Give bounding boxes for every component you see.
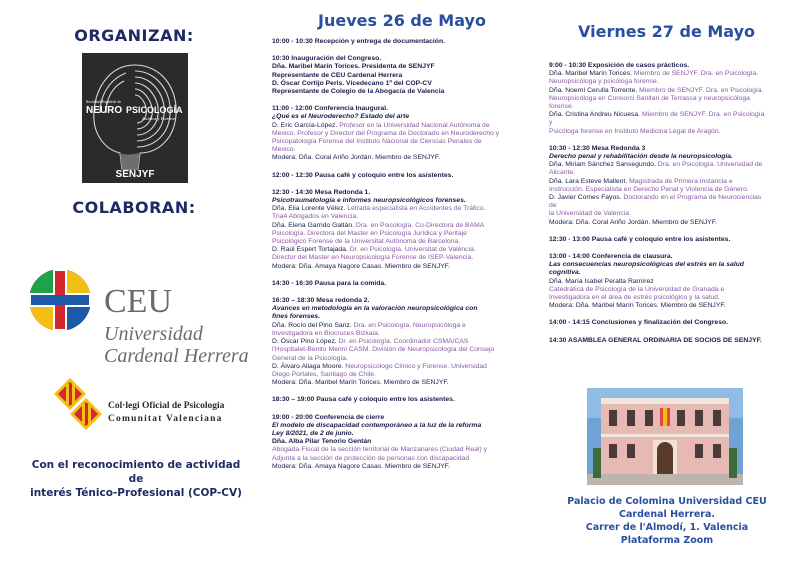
speaker-desc: Miembro de SENJYF. Dra. en Psicología. bbox=[637, 86, 764, 94]
ceu-logo bbox=[24, 262, 254, 366]
ceu-emblem-icon bbox=[29, 269, 91, 331]
ceu-line1: Universidad bbox=[104, 323, 203, 345]
speaker-desc: Miembro de SENJYF. Dra. en Psicología y bbox=[549, 111, 765, 127]
session bbox=[272, 55, 527, 96]
speaker-desc: Dra. en Psicología. Co-Directora de BAMA bbox=[353, 221, 485, 229]
session: 12:00 - 12:30 Pausa café y coloquio entre los asistentes. bbox=[272, 171, 454, 179]
speaker-name: D. Álvaro Aliaga Moore. bbox=[272, 362, 344, 370]
session-title: 12:30 - 14:30 Mesa Redonda 1. bbox=[272, 188, 371, 196]
organizers-heading: ORGANIZAN: bbox=[74, 26, 194, 45]
venue-line: Cardenal Herrera. bbox=[619, 509, 715, 520]
session-subtitle: Psicotraumatología e informes neuropsicológicos forenses. bbox=[272, 197, 466, 205]
senjyf-logo bbox=[82, 53, 188, 183]
speaker-desc: l'Hospitalet-Benito Menni CASM. División de Neuropsicología del Consejo bbox=[272, 346, 495, 354]
palacio-colomina-photo bbox=[587, 388, 743, 485]
session: 14:00 - 14:15 Conclusiones y finalización del Congreso. bbox=[549, 319, 729, 327]
speaker-desc: Letrada especialista en Accidentes de Tráfico. bbox=[345, 205, 486, 213]
speaker-name: Dña. Rocío del Pino Sanz. bbox=[272, 321, 352, 329]
session-subtitle: Derecho penal y rehabilitación desde la neuropsicología. bbox=[549, 153, 733, 161]
speaker-desc: Abogada-Fiscal de la sección territorial de Manzanares (Ciudad Real) y bbox=[272, 446, 487, 454]
speaker-name: D. Raúl Espert Tortajada. bbox=[272, 246, 348, 254]
moderator: Modera: Dña. Amaya Nagore Casas. Miembro de SENJYF. bbox=[272, 262, 450, 270]
venue-line: Carrer de l'Almodí, 1. Valencia bbox=[585, 522, 749, 533]
session bbox=[272, 189, 527, 271]
speaker-desc: forense. bbox=[549, 103, 574, 111]
speaker-desc: Magistrada de Primera Instancia e bbox=[627, 177, 733, 185]
speaker-desc: México. bbox=[272, 146, 296, 154]
cop-emblem-icon bbox=[54, 378, 102, 430]
speaker-desc: Dra. en Psicología. Neuropsicóloga e bbox=[351, 321, 466, 329]
speaker-name: D. Javier Comes Fayos. bbox=[549, 194, 622, 202]
session bbox=[272, 414, 527, 471]
speaker-name: Dña. Noemí Cerulla Torrente. bbox=[549, 86, 638, 94]
session: 18:30 – 19:00 Pausa café y coloquio entre los asistentes. bbox=[272, 396, 455, 404]
session-title: 16:30 – 18:30 Mesa redonda 2. bbox=[272, 297, 370, 305]
session-subtitle: ¿Qué es el Neuroderecho? Estado del arte bbox=[272, 113, 410, 121]
speaker-desc: General de la Psicología. bbox=[272, 354, 348, 362]
speaker-name: Dña. María Isabel Peralta Ramírez bbox=[549, 277, 654, 285]
thursday-program bbox=[272, 38, 527, 480]
speaker-desc: Dr. en Psicología. Universitat de València. bbox=[347, 246, 476, 254]
moderator: Modera: Dña. Amaya Nagore Casas. Miembro de SENJYF. bbox=[272, 462, 450, 470]
logo-line3: Jurídica y Forense bbox=[142, 116, 175, 121]
venue-info bbox=[552, 495, 782, 547]
session bbox=[272, 105, 527, 162]
speaker-desc: Director del Master en Neuropsicología Forense de ISEP-Valencia. bbox=[272, 254, 474, 262]
logo-brand: SENJYF bbox=[115, 169, 155, 180]
speaker: D. Óscar Cortijo Peris. Vicedecano 1º del COP-CV bbox=[272, 79, 432, 87]
speaker-desc: Tria4 Abogados en Valencia. bbox=[272, 213, 359, 221]
moderator: Modera: Dña. Coral Ariño Jordán. Miembro de SENJYF. bbox=[549, 218, 718, 226]
thursday-title: Jueves 26 de Mayo bbox=[318, 11, 486, 30]
speaker-desc: México. Profesor y Director del Programa de Doctorado en Neuroderecho y bbox=[272, 129, 500, 137]
speaker-desc: Neuropsicólogo Clínico y Forense. Universidad bbox=[343, 362, 487, 370]
speaker-desc: Psicopatología Forense del Instituto Nacional de Ciencias Penales de bbox=[272, 138, 482, 146]
speaker: Representante de CEU Cardenal Herrera bbox=[272, 71, 403, 79]
session-title: 13:00 - 14:00 Conferencia de clausura. bbox=[549, 253, 673, 261]
logo-line1: Sociedad Española de bbox=[86, 99, 122, 104]
speaker: Representante de Colegio de la Abogacía de Valencia bbox=[272, 88, 445, 96]
session bbox=[549, 253, 767, 310]
speaker-desc: Alicante. bbox=[549, 169, 576, 177]
session-title: 10:30 Inauguración del Congreso. bbox=[272, 55, 382, 63]
speaker-desc: la Universidad de Valencia. bbox=[549, 210, 631, 218]
session: 10:00 - 10:30 Recepción y entrega de documentación. bbox=[272, 38, 446, 45]
sponsors-column bbox=[0, 0, 268, 561]
speaker-desc: Profesor en la Universidad Nacional Autónoma de bbox=[337, 121, 490, 129]
collaborators-heading: COLABORAN: bbox=[72, 198, 196, 217]
speaker-desc: Diego Portales, Santiago de Chile. bbox=[272, 370, 376, 378]
speaker-name: Dña. Lara Esteve Mallent. bbox=[549, 177, 628, 185]
recognition-line: interés Ténico-Profesional (COP-CV) bbox=[30, 487, 242, 499]
speaker-name: Dña. Cristina Andreu Nicuesa. bbox=[549, 111, 641, 119]
session-subtitle: El modelo de discapacidad contemporáneo a la luz de la reforma bbox=[272, 421, 482, 429]
friday-program bbox=[549, 62, 767, 354]
session-subtitle: Avances en metodología en la valoración neuropsicológica con bbox=[272, 305, 478, 313]
cop-line1: Col·legi Oficial de Psicologia bbox=[108, 401, 225, 411]
speaker-name: Dña. Alba Pilar Tenorio Gentán bbox=[272, 438, 372, 446]
speaker-desc: Psicológico Forense de la Universitat Autònoma de Barcelona. bbox=[272, 238, 461, 246]
speaker-desc: Doctorando en el Programa de Neurociencias de bbox=[549, 194, 762, 210]
recognition-note bbox=[28, 458, 244, 500]
speaker-name: D. Eric García-López. bbox=[272, 121, 338, 129]
speaker-name: Dña. Miriam Sánchez Sansegundo. bbox=[549, 161, 656, 169]
recognition-line: Con el reconocimiento de actividad de bbox=[31, 459, 241, 485]
speaker-desc: Investigadora en el área de estrés psicológico y la salud. bbox=[549, 294, 720, 302]
session-subtitle: fines forenses. bbox=[272, 313, 320, 321]
session bbox=[549, 62, 767, 136]
ceu-word: CEU bbox=[104, 283, 172, 320]
cop-line2: Comunitat Valenciana bbox=[108, 414, 223, 424]
speaker-desc: Neuropsicóloga en Consorci Sanitari de Terrassa y neuropsicóloga bbox=[549, 94, 750, 102]
speaker-desc: Catedrática de Psicología de la Universidad de Granada e bbox=[549, 285, 725, 293]
speaker: Dña. Maribel Marín Torices. Presidenta de SENJYF bbox=[272, 63, 435, 71]
session: 14:30 ASAMBLEA GENERAL ORDINARIA DE SOCIOS DE SENJYF. bbox=[549, 336, 762, 344]
speaker-name: Dña. Maribel Marín Torices. bbox=[549, 70, 632, 78]
session-subtitle: Las consecuencias neuropsicológicas del estrés en la salud bbox=[549, 261, 744, 269]
logo-psico: PSICOLOGÍA bbox=[126, 105, 183, 115]
session: 12:30 - 13:00 Pausa café y coloquio entre los asistentes. bbox=[549, 235, 731, 243]
moderator: Modera: Dña. Maribel Marín Torices. Miembro de SENJYF. bbox=[272, 379, 449, 387]
speaker-desc: Neuropsicóloga y psicóloga forense. bbox=[549, 78, 659, 86]
moderator: Modera: Dña. Maribel Marín Torices. Miembro de SENJYF. bbox=[549, 302, 726, 310]
ceu-line2: Cardenal Herrera bbox=[104, 345, 249, 366]
venue-line: Palacio de Colomina Universidad CEU bbox=[567, 496, 767, 507]
speaker-desc: Investigadora en Biocruces Bizkaia. bbox=[272, 329, 380, 337]
speaker-name: D. Óscar Pino López. bbox=[272, 338, 337, 346]
speaker-desc: Instrucción. Especialista en Derecho Penal y Violencia de Género. bbox=[549, 185, 749, 193]
venue-line: Plataforma Zoom bbox=[620, 535, 714, 546]
speaker-desc: Dra. en Psicología. Universidad de bbox=[655, 161, 763, 169]
session-subtitle: Ley 8/2021, de 2 de junio. bbox=[272, 429, 354, 437]
session-title: 9:00 - 10:30 Exposición de casos prácticos. bbox=[549, 62, 690, 69]
friday-title: Viernes 27 de Mayo bbox=[578, 22, 756, 41]
speaker-desc: Adjunta a la sección de protección de personas con discapacidad bbox=[272, 454, 470, 462]
speaker-desc: Psicología. Directora del Master en Psicología Jurídica y Peritaje bbox=[272, 229, 467, 237]
cop-cv-logo bbox=[52, 376, 252, 432]
session bbox=[549, 145, 767, 227]
session: 14:30 - 16:30 Pausa para la comida. bbox=[272, 279, 387, 287]
session-subtitle: cognitiva. bbox=[549, 269, 581, 277]
speaker-name: Dña. Elena Garrido Galtán. bbox=[272, 221, 354, 229]
speaker-desc: Miembro de SENJYF. Dra. en Psicología. bbox=[631, 70, 759, 78]
speaker-desc: Dr. en Psicología. Coordinador CSMA/CAS bbox=[336, 338, 469, 346]
session bbox=[272, 297, 527, 387]
session-title: 10:30 - 12:30 Mesa Redonda 3 bbox=[549, 144, 646, 152]
session-title: 11:00 - 12:00 Conferencia Inaugural. bbox=[272, 105, 388, 113]
speaker-desc: Psicóloga forense en Instituto Medicina Legal de Aragón. bbox=[549, 127, 721, 135]
moderator: Modera: Dña. Coral Ariño Jordán. Miembro de SENJYF. bbox=[272, 154, 441, 162]
speaker-name: Dña. Elia Lorente Vélez. bbox=[272, 205, 346, 213]
session-title: 19:00 - 20:00 Conferencia de cierre bbox=[272, 413, 385, 421]
logo-neuro: NEURO bbox=[86, 105, 123, 116]
